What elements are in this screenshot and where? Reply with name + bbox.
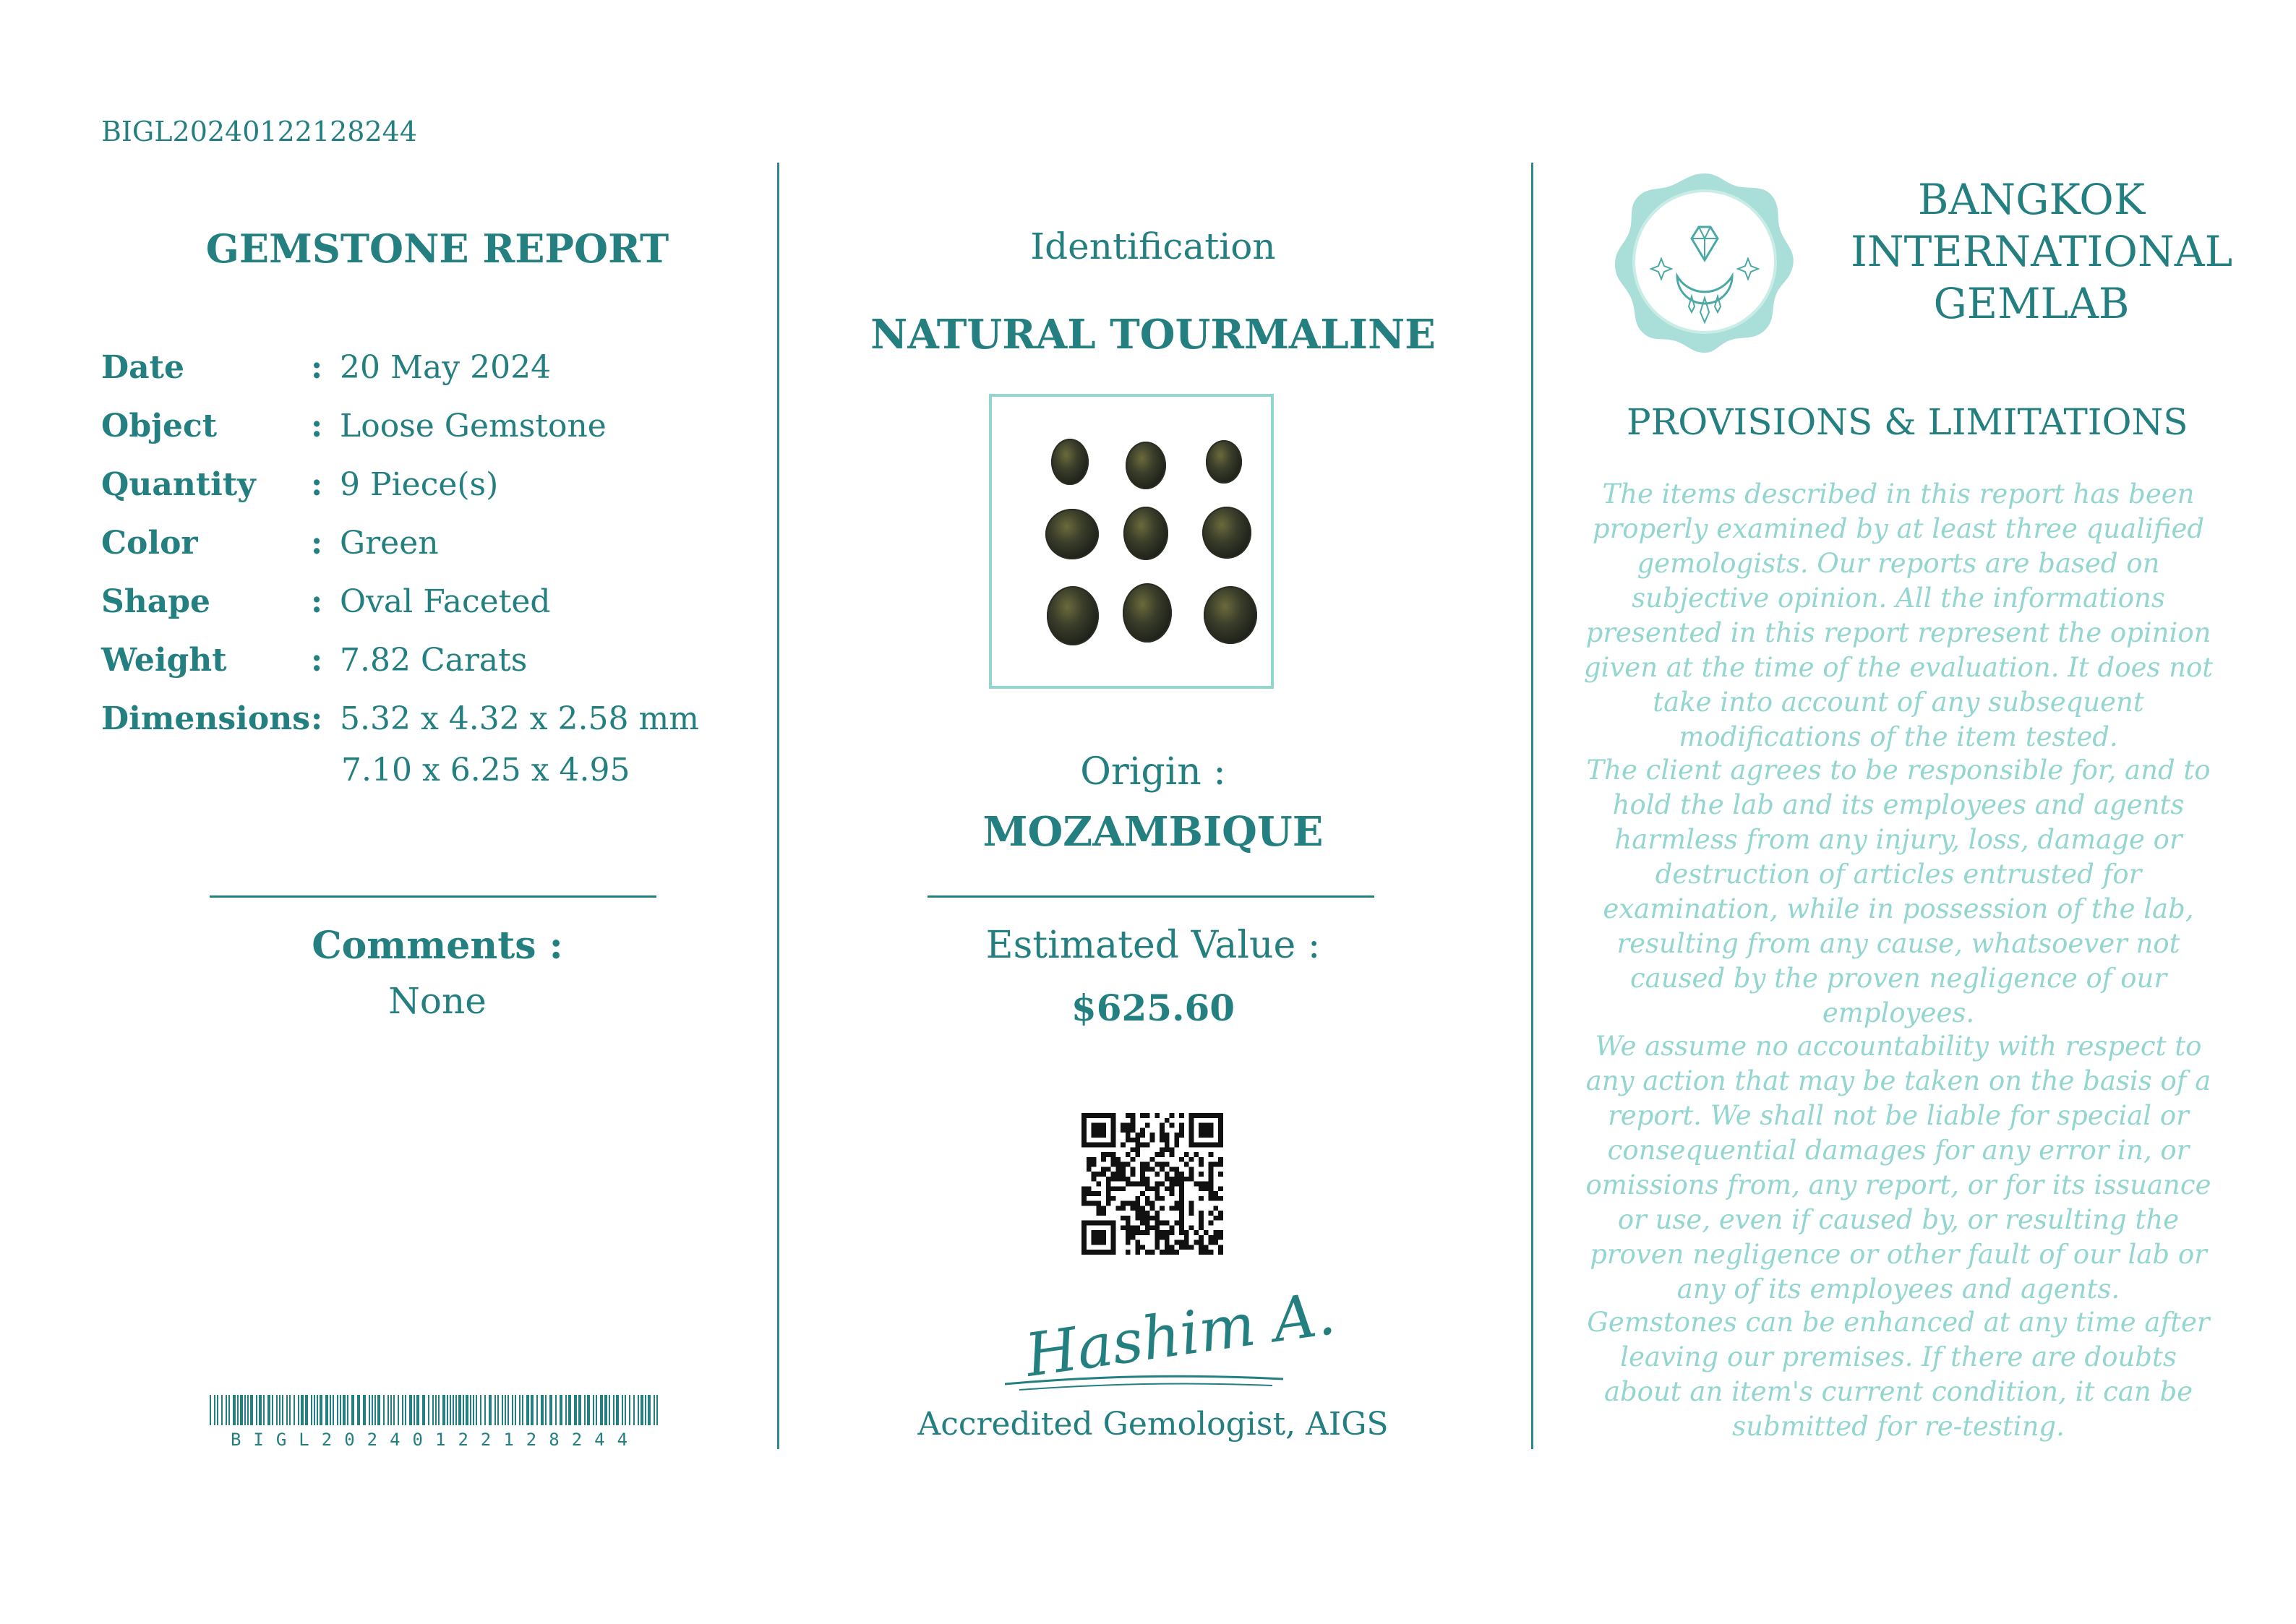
field-colon: : xyxy=(311,465,323,503)
report-id: BIGL20240122128244 xyxy=(101,116,417,147)
gemstone xyxy=(1123,507,1168,560)
estimated-value-amount: $625.60 xyxy=(1071,987,1235,1029)
signature-text: Hashim A. xyxy=(1021,1279,1340,1391)
field-label: Dimensions xyxy=(101,700,311,737)
left-section-divider xyxy=(210,895,656,898)
gemstone xyxy=(1047,586,1099,645)
lab-name xyxy=(1851,173,2233,330)
field-value: 9 Piece(s) xyxy=(340,465,499,503)
lab-name-line: BANGKOK xyxy=(1917,175,2146,224)
field-value: 20 May 2024 xyxy=(340,348,552,386)
gemstone xyxy=(1202,507,1251,559)
field-row-object xyxy=(101,397,607,455)
provisions-paragraph: The client agrees to be responsible for, and to hold the lab and its employees and agents harmless from any injury, loss, damage or destruction of articles entrusted for examination, while in possession of the lab, resulting from any cause, whatsoever not caused by the proven negligence of our employees. xyxy=(1586,755,2211,1028)
field-label: Quantity xyxy=(101,465,256,503)
field-value: 5.32 x 4.32 x 2.58 mm xyxy=(340,700,699,737)
field-label: Color xyxy=(101,524,198,562)
estimated-value-label: Estimated Value : xyxy=(985,924,1321,967)
field-colon: : xyxy=(311,583,323,620)
field-label: Shape xyxy=(101,583,211,620)
middle-section-divider xyxy=(928,895,1374,898)
provisions-paragraph: The items described in this report has been properly examined by at least three qualified gemologists. Our reports are based on subjective opinion. All the informations presented in this report represent the opinion given at the time of the evaluation. It does not take into account of any subsequent modifications of the item tested. xyxy=(1583,478,2214,752)
gemstone xyxy=(1045,509,1099,559)
gemstone xyxy=(1051,439,1089,485)
provisions-paragraph: Gemstones can be enhanced at any time after leaving our premises. If there are doubts about an item's current condition, it can be submitted for re-testing. xyxy=(1587,1307,2210,1442)
gemologist-signature xyxy=(998,1279,1340,1402)
provisions-title: PROVISIONS & LIMITATIONS xyxy=(1627,401,2188,443)
field-value: Oval Faceted xyxy=(340,583,551,620)
lab-seal-logo xyxy=(1611,168,1799,356)
report-title: GEMSTONE REPORT xyxy=(205,225,669,272)
lab-name-line: GEMLAB xyxy=(1933,279,2130,328)
origin-value: MOZAMBIQUE xyxy=(982,808,1324,856)
field-colon: : xyxy=(311,641,323,679)
gemstone-photo xyxy=(989,394,1274,689)
field-row-dimensions xyxy=(101,689,699,747)
field-row-quantity xyxy=(101,455,498,513)
field-colon: : xyxy=(311,700,323,737)
stone-name: NATURAL TOURMALINE xyxy=(870,311,1436,358)
field-row-date xyxy=(101,338,551,396)
provisions-paragraph: We assume no accountability with respect to any action that may be taken on the basis of a report. We shall not be liable for special or consequential damages for any error in, or omissions from, any report, or for its issuance or use, even if caused by, or resulting the proven negligence or other fault of our lab or any of its employees and agents. xyxy=(1585,1031,2211,1305)
origin-label: Origin : xyxy=(1080,750,1226,794)
gemstone xyxy=(1123,583,1172,643)
field-row-weight xyxy=(101,631,527,689)
field-row-color xyxy=(101,514,439,572)
barcode xyxy=(210,1395,661,1425)
dimensions-second-line: 7.10 x 6.25 x 4.95 xyxy=(341,752,630,789)
field-label: Date xyxy=(101,348,184,386)
comments-label: Comments : xyxy=(312,924,563,968)
gemstone xyxy=(1206,440,1242,484)
field-value: Loose Gemstone xyxy=(340,407,607,444)
field-label: Weight xyxy=(101,641,227,679)
field-value: Green xyxy=(340,524,439,562)
field-row-shape xyxy=(101,572,551,630)
qr-code xyxy=(1081,1113,1223,1255)
comments-value: None xyxy=(388,980,487,1022)
gemstone xyxy=(1204,586,1257,644)
barcode-number: BIGL20240122128244 xyxy=(230,1430,641,1450)
gemstone xyxy=(1126,442,1166,489)
field-colon: : xyxy=(311,524,323,562)
field-colon: : xyxy=(311,348,323,386)
field-value: 7.82 Carats xyxy=(340,641,528,679)
lab-name-line: INTERNATIONAL xyxy=(1851,227,2233,276)
identification-label: Identification xyxy=(1030,225,1276,267)
signer-title: Accredited Gemologist, AIGS xyxy=(917,1406,1389,1443)
field-label: Object xyxy=(101,407,218,444)
field-colon: : xyxy=(311,407,323,444)
